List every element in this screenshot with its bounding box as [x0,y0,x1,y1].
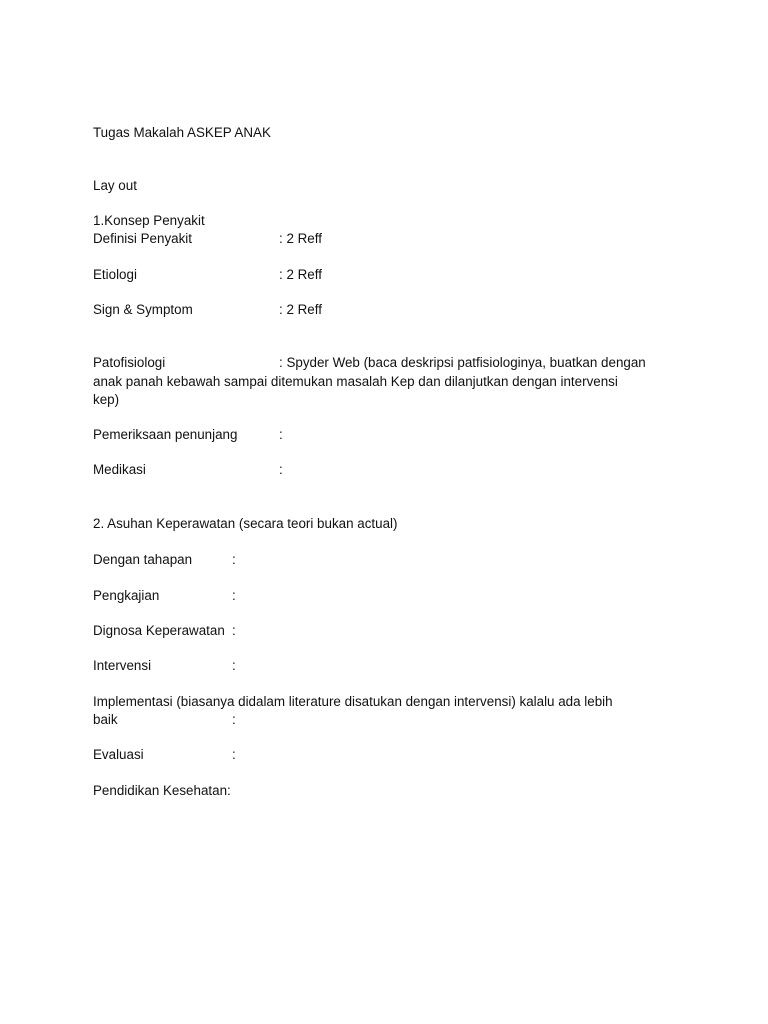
patofisiologi-line3: kep) [93,392,120,407]
pengkajian-value: : [232,588,236,603]
dignosa-label: Dignosa Keperawatan [93,623,225,638]
intervensi-value: : [232,658,236,673]
medikasi-label: Medikasi [93,462,146,477]
sign-symptom-label: Sign & Symptom [93,302,193,317]
tahapan-label: Dengan tahapan [93,552,193,567]
pendidikan-label: Pendidikan Kesehatan: [93,783,231,798]
intervensi-label: Intervensi [93,658,152,673]
dignosa-value: : [232,623,236,638]
patofisiologi-line2: anak panah kebawah sampai ditemukan masalah Kep dan dilanjutkan dengan intervensi [93,374,618,389]
patofisiologi-label: Patofisiologi [93,355,166,370]
definisi-value: : 2 Reff [279,231,322,246]
section1-heading: 1.Konsep Penyakit [93,213,205,228]
implementasi-line1: Implementasi (biasanya didalam literature disatukan dengan intervensi) kalalu ada lebih [93,694,613,709]
pemeriksaan-label: Pemeriksaan penunjang [93,427,238,442]
document-title: Tugas Makalah ASKEP ANAK [93,125,271,140]
evaluasi-value: : [232,747,236,762]
etiologi-label: Etiologi [93,267,137,282]
sign-symptom-value: : 2 Reff [279,302,322,317]
section2-heading: 2. Asuhan Keperawatan (secara teori bukan actual) [93,516,398,531]
pemeriksaan-value: : [279,427,283,442]
layout-heading: Lay out [93,178,137,193]
definisi-label: Definisi Penyakit [93,231,192,246]
pengkajian-label: Pengkajian [93,588,160,603]
implementasi-line2-value: : [232,712,236,727]
patofisiologi-value: : Spyder Web (baca deskripsi patfisiologinya, buatkan dengan [279,355,646,370]
implementasi-line2-label: baik [93,712,118,727]
evaluasi-label: Evaluasi [93,747,144,762]
tahapan-value: : [232,552,236,567]
medikasi-value: : [279,462,283,477]
etiologi-value: : 2 Reff [279,267,322,282]
